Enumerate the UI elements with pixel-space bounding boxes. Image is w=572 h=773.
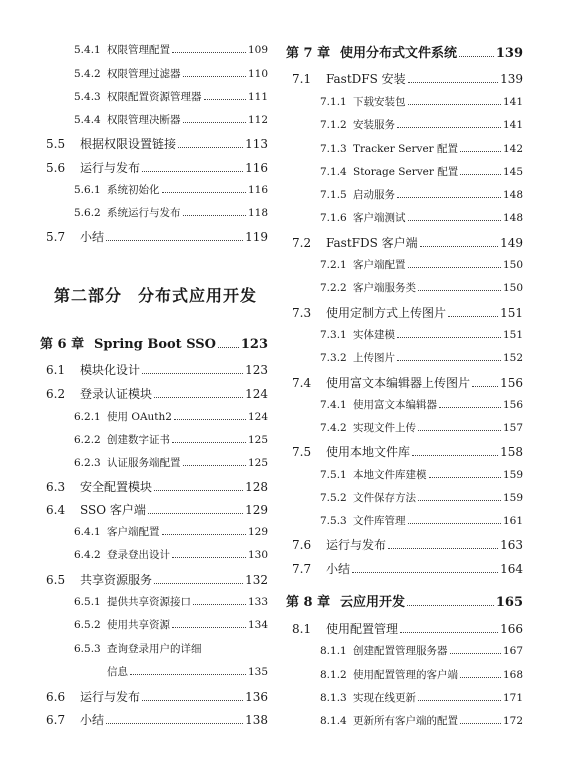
toc-entry-title: 权限配置资源管理器 (107, 91, 202, 103)
toc-entry-page: 134 (247, 619, 268, 631)
toc-entry-page: 112 (247, 114, 268, 126)
toc-leader-dots (418, 700, 501, 701)
toc-entry[interactable] (286, 536, 523, 553)
toc-entry-title: 登录登出设计 (107, 549, 170, 561)
toc-entry-title: 根据权限设置链接 (80, 137, 177, 151)
toc-entry[interactable] (40, 501, 268, 518)
toc-entry-page: 164 (500, 562, 523, 576)
toc-leader-dots (154, 490, 243, 491)
toc-entry-number: 7.2.2 (320, 282, 347, 294)
toc-entry-page: 141 (502, 96, 523, 108)
toc-entry-title: 运行与发布 (80, 161, 141, 175)
toc-entry-number: 6.4.1 (74, 526, 101, 538)
toc-entry[interactable] (40, 664, 268, 679)
toc-entry[interactable] (286, 304, 523, 321)
toc-leader-dots (408, 104, 501, 105)
toc-entry-title: 下载安装包 (353, 96, 406, 108)
toc-leader-dots (148, 513, 243, 514)
toc-entry-number: 6.4 (46, 503, 66, 517)
toc-entry-page: 113 (245, 137, 268, 151)
toc-entry-title: 系统运行与发布 (107, 207, 181, 219)
part-label: 第二部分 (54, 286, 123, 305)
toc-entry[interactable] (286, 397, 523, 412)
toc-entry-number: 5.6 (46, 161, 66, 175)
toc-entry[interactable] (286, 560, 523, 577)
toc-entry-title: 小结 (80, 230, 105, 244)
toc-entry[interactable] (40, 159, 268, 176)
toc-entry-number: 7.5 (292, 445, 312, 459)
toc-entry-number: 6.5.1 (74, 596, 101, 608)
toc-leader-dots (418, 290, 501, 291)
toc-entry-page: 166 (500, 622, 523, 636)
toc-leader-dots (193, 604, 246, 605)
toc-entry[interactable] (40, 361, 268, 378)
toc-entry[interactable] (40, 66, 268, 81)
toc-entry-title: 文件保存方法 (353, 492, 416, 504)
toc-entry-page: 138 (245, 713, 268, 727)
toc-entry[interactable] (40, 594, 268, 609)
toc-entry[interactable] (286, 164, 523, 179)
toc-entry-page: 132 (245, 573, 268, 587)
toc-entry[interactable] (286, 667, 523, 682)
toc-entry-number: 6.5.3 (74, 643, 101, 655)
toc-entry-number: 5.7 (46, 230, 66, 244)
toc-entry-number: 6.6 (46, 690, 66, 704)
toc-entry-number: 7.6 (292, 538, 312, 552)
toc-entry-page: 124 (245, 387, 268, 401)
toc-leader-dots (397, 360, 501, 361)
toc-entry[interactable] (286, 141, 523, 156)
toc-entry-page: 151 (502, 329, 523, 341)
toc-entry-number: 7.3 (292, 306, 312, 320)
toc-entry-title: 使用富文本编辑器 (353, 399, 437, 411)
toc-entry-number: 7.1.5 (320, 189, 347, 201)
toc-entry-number: 7.7 (292, 562, 312, 576)
toc-entry-number: 7.1.1 (320, 96, 347, 108)
toc-leader-dots (142, 700, 243, 701)
toc-entry-page: 165 (495, 595, 523, 610)
toc-entry-page: 136 (245, 690, 268, 704)
toc-entry[interactable] (286, 713, 523, 728)
part-title: 分布式应用开发 (138, 286, 258, 305)
toc-leader-dots (106, 723, 243, 724)
toc-leader-dots (472, 386, 498, 387)
toc-entry-number: 7.5.1 (320, 469, 347, 481)
toc-leader-dots (460, 723, 501, 724)
toc-entry-page: 161 (502, 515, 523, 527)
toc-leader-dots (460, 677, 501, 678)
toc-entry-page: 145 (502, 166, 523, 178)
toc-entry[interactable] (40, 478, 268, 495)
toc-entry[interactable] (286, 643, 523, 658)
toc-entry-number: 6.7 (46, 713, 66, 727)
toc-entry-title: FastDFS 安装 (326, 72, 406, 86)
toc-entry-page: 109 (247, 44, 268, 56)
toc-entry[interactable] (40, 711, 268, 728)
toc-leader-dots (408, 82, 498, 83)
toc-leader-dots (408, 220, 501, 221)
toc-entry-title: 文件库管理 (353, 515, 406, 527)
toc-entry-page: 158 (500, 445, 523, 459)
toc-entry-number: 7.1.3 (320, 143, 347, 155)
toc-entry-title: 登录认证模块 (80, 387, 153, 401)
toc-entry-title: 创建配置管理服务器 (353, 645, 448, 657)
toc-entry-title: 使用共享资源 (107, 619, 170, 631)
toc-entry-title: 启动服务 (353, 189, 395, 201)
toc-entry-page: 167 (502, 645, 523, 657)
toc-entry-title: 使用配置管理的客户端 (353, 669, 458, 681)
toc-entry[interactable] (286, 350, 523, 365)
toc-entry-number: 6.1 (46, 363, 66, 377)
toc-entry[interactable] (286, 467, 523, 482)
toc-entry-title: Tracker Server 配置 (353, 143, 459, 155)
toc-leader-dots (183, 215, 246, 216)
toc-leader-dots (459, 56, 494, 57)
toc-entry-title: 客户端配置 (107, 526, 160, 538)
toc-entry-page: 159 (502, 492, 523, 504)
toc-entry-title: 使用定制方式上传图片 (326, 306, 447, 320)
toc-entry-title: 小结 (326, 562, 351, 576)
toc-entry-number: 5.4.4 (74, 114, 101, 126)
toc-entry-page: 163 (500, 538, 523, 552)
toc-leader-dots (408, 267, 501, 268)
toc-entry-number: 7.3.2 (320, 352, 347, 364)
toc-leader-dots (106, 240, 243, 241)
toc-entry-number: 5.4.1 (74, 44, 101, 56)
toc-entry-title: 权限管理决断器 (107, 114, 181, 126)
toc-entry-number: 7.2.1 (320, 259, 347, 271)
toc-entry-title: 创建数字证书 (107, 434, 170, 446)
toc-entry-number: 6.4.2 (74, 549, 101, 561)
toc-leader-dots (183, 465, 246, 466)
toc-entry-number: 8.1.3 (320, 692, 347, 704)
toc-entry-title: 安全配置模块 (80, 480, 153, 494)
toc-entry-number: 7.2 (292, 236, 312, 250)
toc-entry-title: SSO 客户端 (80, 503, 146, 517)
toc-entry-number: 5.4.2 (74, 68, 101, 80)
toc-entry-number: 5.6.1 (74, 184, 101, 196)
toc-entry-page: 125 (247, 434, 268, 446)
toc-entry-title: 安装服务 (353, 119, 395, 131)
toc-entry[interactable] (40, 455, 268, 470)
toc-entry-number: 6.2.1 (74, 411, 101, 423)
toc-entry-page: 139 (495, 46, 523, 61)
toc-entry-page: 110 (247, 68, 268, 80)
toc-entry-title: 使用配置管理 (326, 622, 399, 636)
toc-entry[interactable] (286, 187, 523, 202)
toc-entry-number: 5.4.3 (74, 91, 101, 103)
toc-leader-dots (142, 373, 243, 374)
toc-entry-title: 提供共享资源接口 (107, 596, 191, 608)
toc-entry-number: 第 7 章 (286, 46, 331, 61)
toc-entry-title: 运行与发布 (80, 690, 141, 704)
toc-entry-title: 使用分布式文件系统 (340, 46, 458, 61)
toc-entry-number: 7.3.1 (320, 329, 347, 341)
toc-entry-title: 使用本地文件库 (326, 445, 411, 459)
toc-leader-dots (397, 337, 501, 338)
toc-entry-page: 150 (502, 259, 523, 271)
toc-entry-page: 152 (502, 352, 523, 364)
toc-leader-dots (418, 430, 501, 431)
toc-entry-number: 8.1.1 (320, 645, 347, 657)
toc-entry[interactable] (286, 280, 523, 295)
toc-leader-dots (154, 397, 243, 398)
toc-entry-title: 客户端测试 (353, 212, 406, 224)
toc-entry-title: 模块化设计 (80, 363, 141, 377)
toc-entry-page: 139 (500, 72, 523, 86)
toc-entry-number: 6.2.3 (74, 457, 101, 469)
toc-entry[interactable] (286, 591, 523, 610)
toc-entry[interactable] (40, 688, 268, 705)
toc-leader-dots (352, 572, 498, 573)
toc-entry-page: 151 (500, 306, 523, 320)
toc-entry-number: 7.1.6 (320, 212, 347, 224)
toc-entry[interactable] (40, 333, 268, 352)
toc-entry-number: 6.2.2 (74, 434, 101, 446)
toc-entry-page: 129 (245, 503, 268, 517)
toc-entry-page: 168 (502, 669, 523, 681)
toc-entry-page: 156 (500, 376, 523, 390)
toc-leader-dots (172, 52, 246, 53)
toc-entry-page: 171 (502, 692, 523, 704)
toc-entry-page: 142 (502, 143, 523, 155)
toc-entry-title: 共享资源服务 (80, 573, 153, 587)
toc-leader-dots (397, 127, 501, 128)
toc-leader-dots (154, 583, 243, 584)
toc-entry-number: 7.1.2 (320, 119, 347, 131)
toc-entry-title: 使用富文本编辑器上传图片 (326, 376, 471, 390)
toc-entry[interactable] (40, 547, 268, 562)
toc-entry[interactable] (286, 234, 523, 251)
toc-entry-title: 权限管理配置 (107, 44, 170, 56)
toc-entry-page: 148 (502, 189, 523, 201)
toc-entry-number: 7.5.2 (320, 492, 347, 504)
toc-entry-page: 123 (240, 337, 268, 352)
toc-entry-title: 系统初始化 (107, 184, 160, 196)
toc-entry-title: 小结 (80, 713, 105, 727)
toc-leader-dots (183, 76, 246, 77)
part-heading (54, 283, 273, 306)
toc-entry[interactable] (40, 432, 268, 447)
toc-entry-page: 129 (247, 526, 268, 538)
toc-entry-page: 159 (502, 469, 523, 481)
toc-entry-page: 116 (247, 184, 268, 196)
toc-entry[interactable] (286, 420, 523, 435)
toc-entry-number: 7.1.4 (320, 166, 347, 178)
toc-leader-dots (460, 151, 501, 152)
toc-entry-title: Spring Boot SSO (94, 337, 217, 352)
toc-entry-title: 客户端配置 (353, 259, 406, 271)
toc-entry[interactable] (40, 524, 268, 539)
toc-leader-dots (420, 246, 498, 247)
toc-entry-title: 信息 (107, 666, 128, 678)
toc-entry-page: 118 (247, 207, 268, 219)
toc-entry[interactable] (40, 228, 268, 245)
toc-entry-number: 7.4 (292, 376, 312, 390)
toc-entry-number: 5.5 (46, 137, 66, 151)
toc-leader-dots (408, 523, 501, 524)
toc-entry[interactable] (40, 89, 268, 104)
toc-entry-title: 更新所有客户端的配置 (353, 715, 458, 727)
toc-entry-page: 111 (247, 91, 268, 103)
toc-leader-dots (429, 477, 501, 478)
toc-leader-dots (460, 174, 501, 175)
toc-entry-number: 7.4.2 (320, 422, 347, 434)
toc-leader-dots (162, 192, 246, 193)
toc-entry-title: 权限管理过滤器 (107, 68, 181, 80)
toc-entry-page: 150 (502, 282, 523, 294)
toc-entry-number: 第 8 章 (286, 595, 331, 610)
toc-leader-dots (218, 347, 239, 348)
toc-leader-dots (172, 442, 246, 443)
toc-entry-title: 上传图片 (353, 352, 395, 364)
toc-entry-number: 8.1.4 (320, 715, 347, 727)
toc-entry-page: 157 (502, 422, 523, 434)
toc-entry-page: 172 (502, 715, 523, 727)
toc-entry-page: 123 (245, 363, 268, 377)
toc-entry-title: 运行与发布 (326, 538, 387, 552)
toc-entry[interactable] (40, 409, 268, 424)
toc-entry-number: 6.5 (46, 573, 66, 587)
toc-leader-dots (183, 122, 246, 123)
toc-entry-title: 实现在线更新 (353, 692, 416, 704)
toc-entry-page: 133 (247, 596, 268, 608)
toc-entry-title: 查询登录用户的详细 (107, 643, 202, 655)
toc-entry[interactable] (286, 70, 523, 87)
toc-entry-page: 141 (502, 119, 523, 131)
toc-leader-dots (178, 147, 243, 148)
toc-entry[interactable] (286, 490, 523, 505)
toc-leader-dots (448, 316, 498, 317)
toc-entry[interactable] (286, 443, 523, 460)
toc-leader-dots (130, 674, 246, 675)
toc-leader-dots (397, 197, 501, 198)
toc-entry-page: 149 (500, 236, 523, 250)
toc-entry[interactable] (40, 182, 268, 197)
toc-entry-page: 124 (247, 411, 268, 423)
toc-entry[interactable] (40, 617, 268, 632)
toc-entry-page: 125 (247, 457, 268, 469)
toc-leader-dots (142, 171, 243, 172)
toc-leader-dots (204, 99, 246, 100)
toc-leader-dots (388, 548, 498, 549)
toc-entry-page: 135 (247, 666, 268, 678)
toc-entry-title: 本地文件库建模 (353, 469, 427, 481)
toc-entry[interactable] (286, 210, 523, 225)
toc-leader-dots (407, 605, 494, 606)
toc-entry-number: 7.5.3 (320, 515, 347, 527)
toc-entry-title: 使用 OAuth2 (107, 411, 172, 423)
toc-leader-dots (172, 557, 246, 558)
toc-entry-number: 8.1 (292, 622, 312, 636)
toc-entry-page: 128 (245, 480, 268, 494)
toc-entry[interactable] (286, 690, 523, 705)
toc-entry-title: 实体建模 (353, 329, 395, 341)
toc-entry-number: 6.2 (46, 387, 66, 401)
toc-entry-number: 8.1.2 (320, 669, 347, 681)
toc-entry-number: 6.3 (46, 480, 66, 494)
toc-entry-title: 客户端服务类 (353, 282, 416, 294)
toc-entry[interactable] (40, 135, 268, 152)
toc-entry-title: FastFDS 客户端 (326, 236, 418, 250)
toc-entry-number: 6.5.2 (74, 619, 101, 631)
toc-entry-page: 156 (502, 399, 523, 411)
toc-entry[interactable] (286, 327, 523, 342)
toc-entry-number: 5.6.2 (74, 207, 101, 219)
toc-entry[interactable] (286, 257, 523, 272)
toc-entry-number: 7.1 (292, 72, 312, 86)
toc-entry[interactable] (286, 374, 523, 391)
toc-entry-number: 7.4.1 (320, 399, 347, 411)
toc-entry-page: 119 (245, 230, 268, 244)
toc-entry-title: 认证服务端配置 (107, 457, 181, 469)
toc-leader-dots (439, 407, 501, 408)
toc-entry-number: 第 6 章 (40, 337, 85, 352)
toc-leader-dots (162, 534, 246, 535)
toc-entry[interactable] (40, 385, 268, 402)
toc-leader-dots (174, 419, 246, 420)
toc-entry[interactable] (40, 205, 268, 220)
toc-entry[interactable] (286, 94, 523, 109)
toc-leader-dots (172, 627, 246, 628)
toc-entry[interactable] (40, 641, 268, 656)
toc-entry-title: 实现文件上传 (353, 422, 416, 434)
toc-entry[interactable] (40, 42, 268, 57)
toc-entry-page: 130 (247, 549, 268, 561)
toc-entry-page: 116 (245, 161, 268, 175)
toc-entry-title: 云应用开发 (340, 595, 406, 610)
toc-entry-title: Storage Server 配置 (353, 166, 459, 178)
toc-leader-dots (400, 632, 498, 633)
toc-entry[interactable] (286, 620, 523, 637)
toc-entry[interactable] (40, 112, 268, 127)
toc-leader-dots (412, 455, 498, 456)
toc-leader-dots (450, 653, 501, 654)
toc-entry[interactable] (286, 42, 523, 61)
toc-leader-dots (418, 500, 501, 501)
toc-entry[interactable] (40, 571, 268, 588)
toc-entry[interactable] (286, 117, 523, 132)
toc-entry[interactable] (286, 513, 523, 528)
toc-entry-page: 148 (502, 212, 523, 224)
